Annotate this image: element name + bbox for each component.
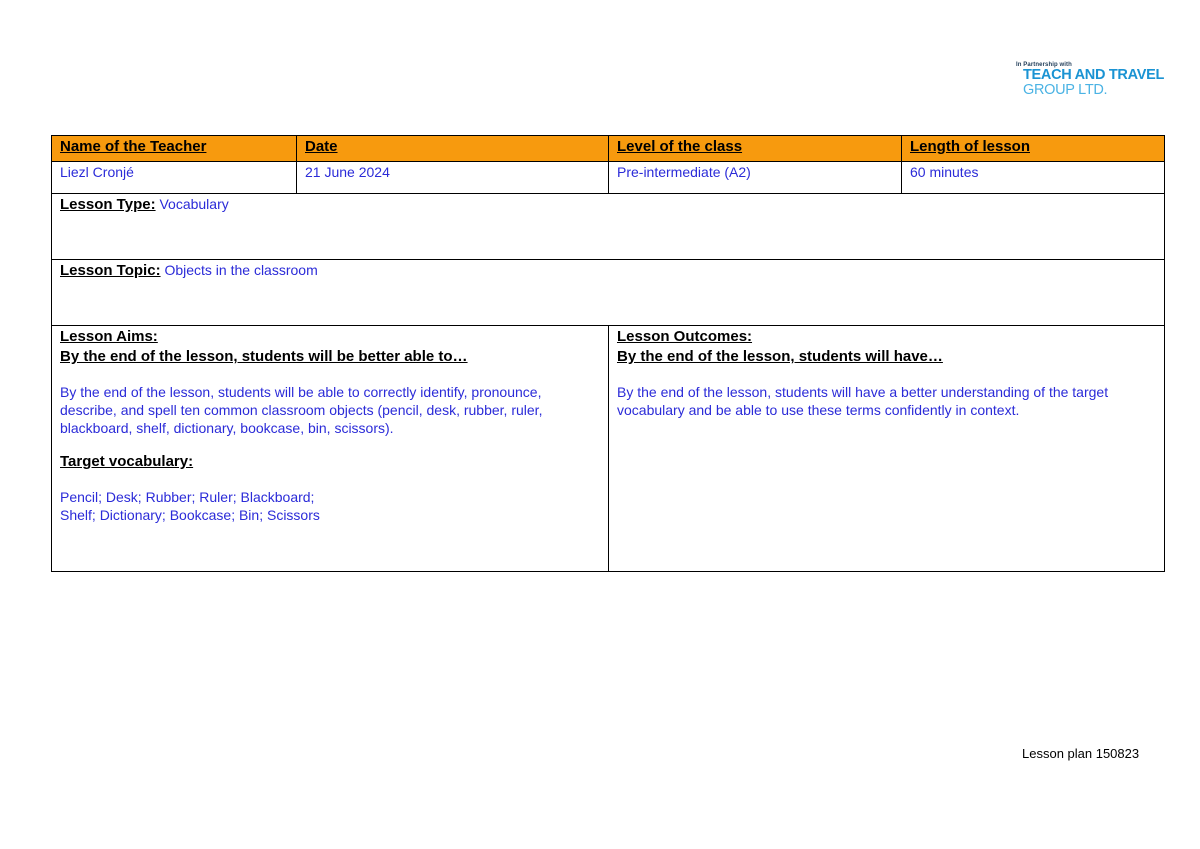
lesson-plan-table (51, 135, 1165, 572)
aims-outcomes-row (52, 326, 1165, 572)
values-row (52, 162, 1165, 194)
lesson-outcomes-text: By the end of the lesson, students will have a better understanding of the target vocabulary and be able to use these terms confidently in context. (617, 384, 1109, 418)
lesson-topic-label: Lesson Topic: (60, 262, 161, 279)
logo-line-2: GROUP LTD. (1023, 82, 1108, 98)
vocab-line-1: Pencil; Desk; Rubber; Ruler; Blackboard; (60, 489, 315, 505)
vocab-line-2: Shelf; Dictionary; Bookcase; Bin; Scissors (60, 507, 320, 523)
target-vocabulary-list (60, 488, 600, 524)
teacher-header: Name of the Teacher (60, 138, 207, 155)
logo-partnership-text: In Partnership with (1016, 62, 1072, 68)
target-vocabulary-label: Target vocabulary: (60, 453, 194, 470)
lesson-outcomes-subhead: By the end of the lesson, students will have… (617, 348, 943, 365)
level-value: Pre-intermediate (A2) (609, 162, 902, 194)
teacher-header-cell (52, 136, 297, 162)
lesson-type-value: Vocabulary (159, 196, 229, 212)
lesson-type-row (52, 194, 1165, 260)
lesson-topic-value: Objects in the classroom (164, 262, 318, 278)
date-value: 21 June 2024 (297, 162, 609, 194)
lesson-type-cell (52, 194, 1165, 260)
date-header: Date (305, 138, 338, 155)
logo-line-1: TEACH AND TRAVEL (1023, 67, 1165, 83)
lesson-aims-text: By the end of the lesson, students will be able to correctly identify, pronounce, describe, and spell ten common classroom objects (pencil, desk, rubber, ruler, blackboard, shelf, dictionary, bookcase, bin, scissors). (60, 384, 543, 436)
teacher-value: Liezl Cronjé (52, 162, 297, 194)
lesson-outcomes-label: Lesson Outcomes: (617, 328, 753, 345)
lesson-aims-cell (52, 326, 609, 572)
length-header-cell (902, 136, 1165, 162)
date-header-cell (297, 136, 609, 162)
lesson-topic-row (52, 260, 1165, 326)
level-header-cell (609, 136, 902, 162)
length-value: 60 minutes (902, 162, 1165, 194)
header-row (52, 136, 1165, 162)
lesson-aims-subhead: By the end of the lesson, students will be better able to… (60, 348, 468, 365)
lesson-aims-label: Lesson Aims: (60, 328, 158, 345)
partner-logo (1016, 62, 1164, 98)
lesson-topic-cell (52, 260, 1165, 326)
length-header: Length of lesson (910, 138, 1030, 155)
page-footer: Lesson plan 150823 (1022, 746, 1140, 761)
level-header: Level of the class (617, 138, 743, 155)
lesson-type-label: Lesson Type: (60, 196, 156, 213)
lesson-outcomes-cell (609, 326, 1165, 572)
